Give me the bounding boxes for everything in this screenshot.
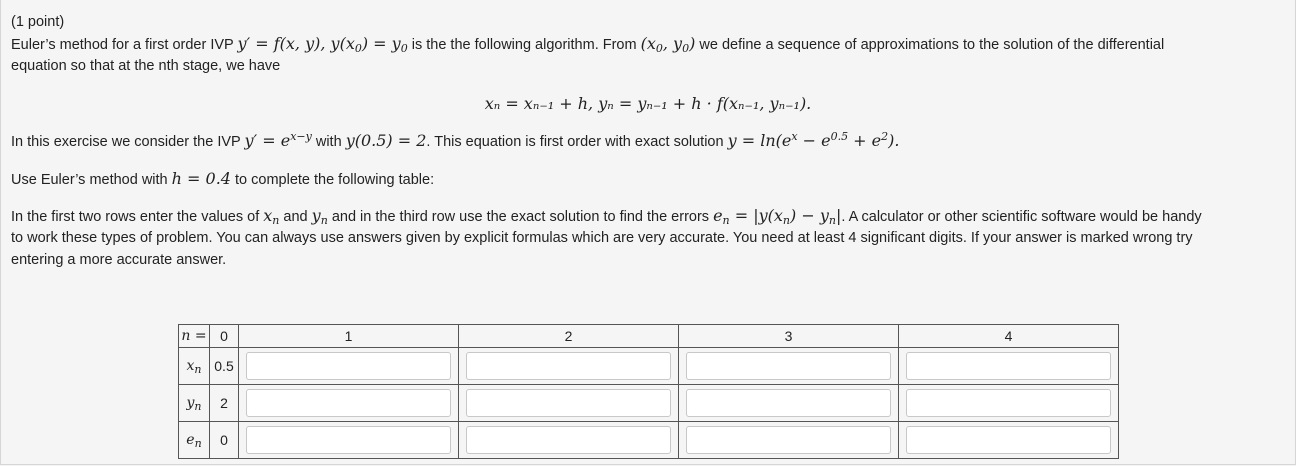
error-formula: $e_n = |y(x_n) - y_n|$ <box>713 206 842 227</box>
step-size: h = 0.4 <box>171 169 231 188</box>
row-label-en: $e_n$ <box>179 422 210 459</box>
x1-input[interactable] <box>246 352 451 380</box>
instructions-line-1: In the first two rows enter the values of $x_n$ and $y_n$ and in the third row use the exact solution to find the errors $e_n = |y(x_n) - y_n|$. A calculator or other scientific software would be handy <box>11 206 1202 227</box>
euler-formula: xₙ = xₙ₋₁ + h, yₙ = yₙ₋₁ + h · f(xₙ₋₁, yₙ₋₁). <box>484 94 812 113</box>
table-header-row <box>179 325 1119 348</box>
column-header-1: 1 <box>239 325 459 348</box>
y4-input[interactable] <box>906 389 1111 417</box>
y0-value: 2 <box>210 385 239 422</box>
ode-expression: $y' = e^{x-y}$ <box>244 130 312 150</box>
step-size-line: Use Euler’s method with h = 0.4 to complete the following table: <box>11 169 435 188</box>
y2-input[interactable] <box>466 389 671 417</box>
table-row-en <box>179 422 1119 459</box>
intro-text-2: is the the following algorithm. From <box>411 37 637 53</box>
initial-point: ($x_0$, $y_0$) <box>640 34 696 55</box>
column-header-3: 3 <box>679 325 899 348</box>
intro-line-2: equation so that at the nth stage, we have <box>11 58 281 74</box>
intro-text-1: Euler’s method for a first order IVP <box>11 37 234 53</box>
e2-input[interactable] <box>466 426 671 454</box>
y3-input[interactable] <box>686 389 891 417</box>
e3-input[interactable] <box>686 426 891 454</box>
x3-input[interactable] <box>686 352 891 380</box>
euler-table <box>178 324 1119 459</box>
column-header-4: 4 <box>899 325 1119 348</box>
row-label-yn: $y_n$ <box>179 385 210 422</box>
intro-text-3: we define a sequence of approximations to the solution of the differential <box>699 37 1165 53</box>
ivp-expression: y′ = f(x, y), $y(x_0) = y_0$ <box>237 34 408 55</box>
instructions-line-3: entering a more accurate answer. <box>11 252 227 268</box>
exact-solution: $y = \ln(e^x - e^{0.5} + e^2)$. <box>727 130 900 150</box>
x0-value: 0.5 <box>210 348 239 385</box>
points-label: (1 point) <box>11 14 65 30</box>
initial-condition: y(0.5) = 2 <box>345 131 427 150</box>
e0-value: 0 <box>210 422 239 459</box>
exercise-line: In this exercise we consider the IVP $y' = e^{x-y}$ with y(0.5) = 2. This equation is first order with exact solution $y = \ln(e^x - e^{0.5} + e^2)$. <box>11 130 900 150</box>
table-row-yn <box>179 385 1119 422</box>
e4-input[interactable] <box>906 426 1111 454</box>
table-row-xn <box>179 348 1119 385</box>
header-n-label: n = <box>179 325 210 348</box>
x4-input[interactable] <box>906 352 1111 380</box>
instructions-line-2: to work these types of problem. You can always use answers given by explicit formulas which are very accurate. You need at least 4 significant digits. If your answer is marked wrong try <box>11 230 1193 246</box>
e1-input[interactable] <box>246 426 451 454</box>
header-zero: 0 <box>210 325 239 348</box>
row-label-xn: $x_n$ <box>179 348 210 385</box>
x2-input[interactable] <box>466 352 671 380</box>
intro-line-1 <box>11 34 1164 55</box>
y1-input[interactable] <box>246 389 451 417</box>
column-header-2: 2 <box>459 325 679 348</box>
